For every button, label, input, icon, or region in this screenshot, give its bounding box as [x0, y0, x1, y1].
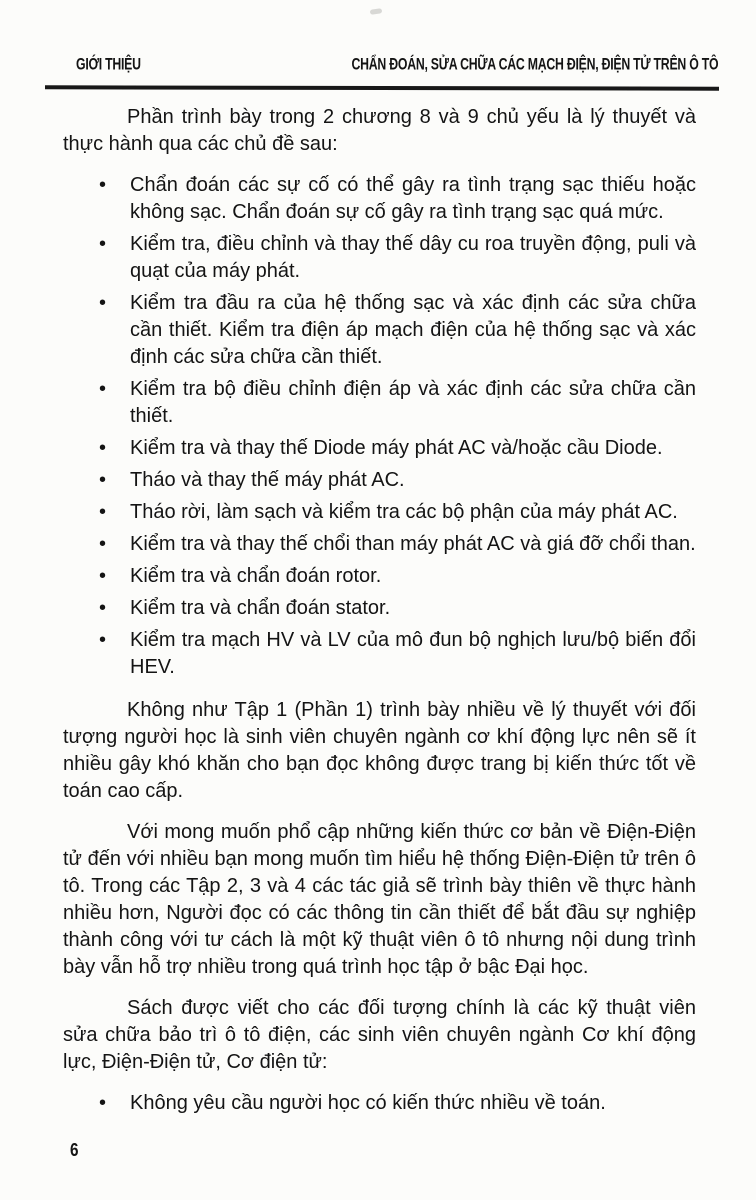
bullet-icon: •: [99, 1092, 107, 1114]
header-section-label: GIỚI THIỆU: [76, 55, 141, 74]
scan-artifact: [370, 8, 383, 15]
topics-list: [63, 172, 696, 681]
body-paragraph: Không như Tập 1 (Phần 1) trình bày nhiều về lý thuyết với đối tượng người học là sinh viên chuyên ngành cơ khí động lực nên sẽ ít nhiều gây khó khăn cho bạn đọc không được trang bị kiến thức tốt về toán cao cấp.: [63, 699, 696, 802]
list-item-text: Không yêu cầu người học có kiến thức nhiều về toán.: [130, 1092, 606, 1114]
list-item-text: Kiểm tra mạch HV và LV của mô đun bộ nghịch lưu/bộ biến đổi HEV.: [130, 629, 696, 678]
list-item: [63, 467, 696, 494]
list-item: [63, 376, 696, 430]
list-item: [63, 435, 696, 462]
bullet-icon: •: [99, 292, 107, 314]
list-item: [63, 231, 696, 285]
bullet-icon: •: [99, 174, 107, 196]
list-item-text: Kiểm tra bộ điều chỉnh điện áp và xác định các sửa chữa cần thiết.: [130, 378, 696, 427]
header-rule: [45, 85, 719, 90]
page-number: 6: [70, 1140, 79, 1160]
bullet-icon: •: [99, 533, 107, 555]
bullet-icon: •: [99, 233, 107, 255]
running-header: [46, 57, 718, 74]
list-item-text: Kiểm tra và thay thế Diode máy phát AC và/hoặc cầu Diode.: [130, 437, 663, 459]
list-item: [63, 499, 696, 526]
list-item: [63, 172, 696, 226]
intro-paragraph: Phần trình bày trong 2 chương 8 và 9 chủ yếu là lý thuyết và thực hành qua các chủ đề sau:: [63, 106, 696, 155]
bullet-icon: •: [99, 501, 107, 523]
bullet-icon: •: [99, 469, 107, 491]
bullet-icon: •: [99, 597, 107, 619]
audience-list: [63, 1090, 696, 1117]
body-paragraph: Với mong muốn phổ cập những kiến thức cơ bản về Điện-Điện tử đến với nhiều bạn mong muốn tìm hiểu hệ thống Điện-Điện tử trên ô tô. Trong các Tập 2, 3 và 4 các tác giả sẽ trình bày thiên về thực hành nhiều hơn, Người đọc có các thông tin cần thiết để bắt đầu sự nghiệp thành công với tư cách là một kỹ thuật viên ô tô nhưng nội dung trình bày vẫn hỗ trợ nhiều trong quá trình học tập ở bậc Đại học.: [63, 821, 696, 978]
list-item-text: Chẩn đoán các sự cố có thể gây ra tình trạng sạc thiếu hoặc không sạc. Chẩn đoán sự cố gây ra tình trạng sạc quá mức.: [130, 174, 696, 223]
page-body: [63, 104, 696, 1122]
list-item: [63, 595, 696, 622]
bullet-icon: •: [99, 437, 107, 459]
list-item: [63, 627, 696, 681]
list-item-text: Tháo và thay thế máy phát AC.: [130, 469, 405, 491]
list-item-text: Tháo rời, làm sạch và kiểm tra các bộ phận của máy phát AC.: [130, 501, 678, 523]
list-item: [63, 563, 696, 590]
header-book-title: CHẨN ĐOÁN, SỬA CHỮA CÁC MẠCH ĐIỆN, ĐIỆN TỬ TRÊN Ô TÔ: [351, 55, 718, 74]
list-item-text: Kiểm tra, điều chỉnh và thay thế dây cu roa truyền động, puli và quạt của máy phát.: [130, 233, 696, 282]
list-item: [63, 290, 696, 371]
list-item-text: Kiểm tra và chẩn đoán stator.: [130, 597, 391, 619]
bullet-icon: •: [99, 565, 107, 587]
list-item-text: Kiểm tra và thay thế chổi than máy phát AC và giá đỡ chổi than.: [130, 533, 696, 555]
bullet-icon: •: [99, 378, 107, 400]
list-item: [63, 531, 696, 558]
list-item: [63, 1090, 696, 1117]
list-item-text: Kiểm tra và chẩn đoán rotor.: [130, 565, 382, 587]
body-paragraph: Sách được viết cho các đối tượng chính là các kỹ thuật viên sửa chữa bảo trì ô tô điện, các sinh viên chuyên ngành Cơ khí động lực, Điện-Điện tử, Cơ điện tử:: [63, 997, 696, 1073]
bullet-icon: •: [99, 629, 107, 651]
list-item-text: Kiểm tra đầu ra của hệ thống sạc và xác định các sửa chữa cần thiết. Kiểm tra điện áp mạch điện của hệ thống sạc và xác định các sửa chữa cần thiết.: [130, 292, 696, 368]
